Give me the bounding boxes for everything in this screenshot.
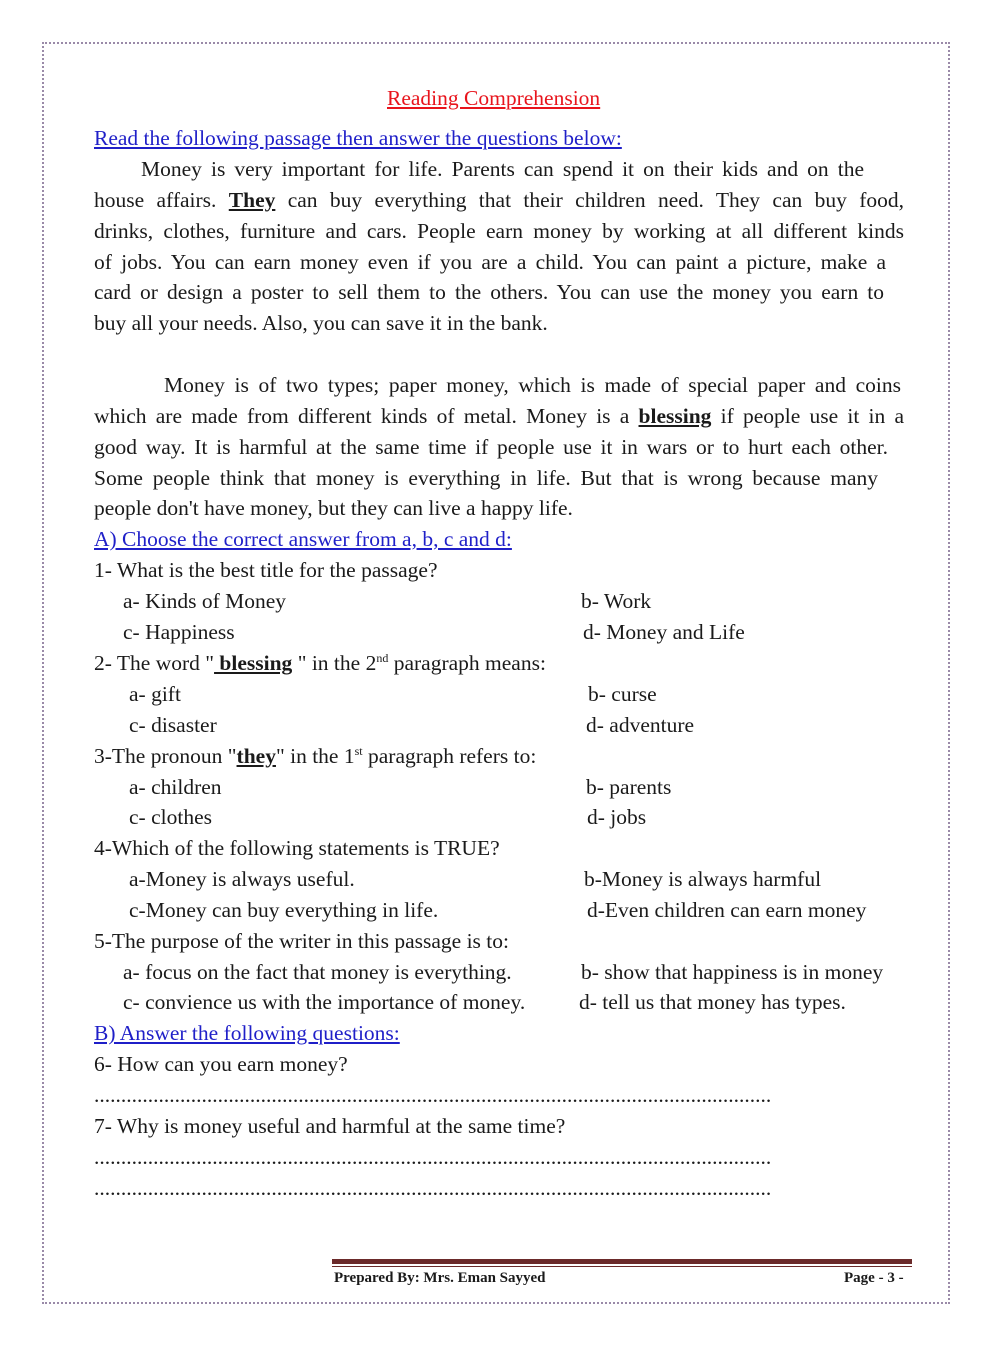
option-3c[interactable]: c- clothes bbox=[129, 805, 212, 829]
question-3: 3-The pronoun "they" in the 1st paragraph refers to: bbox=[94, 743, 537, 768]
passage-line: drinks, clothes, furniture and cars. People earn money by working at all different kinds bbox=[94, 219, 904, 243]
option-4d[interactable]: d-Even children can earn money bbox=[587, 898, 867, 922]
option-3d[interactable]: d- jobs bbox=[587, 805, 647, 829]
highlighted-word: blessing bbox=[638, 404, 712, 428]
option-5d[interactable]: d- tell us that money has types. bbox=[579, 990, 846, 1014]
footer-rule bbox=[332, 1259, 912, 1264]
footer-rule-thin bbox=[332, 1266, 912, 1267]
option-3b[interactable]: b- parents bbox=[586, 775, 672, 799]
option-2c[interactable]: c- disaster bbox=[129, 713, 217, 737]
option-1d[interactable]: d- Money and Life bbox=[583, 620, 745, 644]
passage-line: of jobs. You can earn money even if you are a child. You can paint a picture, make a bbox=[94, 250, 886, 274]
answer-line-6[interactable]: .............................................................................................................................. bbox=[94, 1083, 772, 1107]
question-5: 5-The purpose of the writer in this passage is to: bbox=[94, 929, 509, 953]
answer-line-7a[interactable]: .............................................................................................................................. bbox=[94, 1145, 772, 1169]
option-2b[interactable]: b- curse bbox=[588, 682, 657, 706]
question-4: 4-Which of the following statements is TRUE? bbox=[94, 836, 500, 860]
footer-author: Prepared By: Mrs. Eman Sayyed bbox=[334, 1270, 546, 1286]
option-1c[interactable]: c- Happiness bbox=[123, 620, 235, 644]
option-4c[interactable]: c-Money can buy everything in life. bbox=[129, 898, 439, 922]
highlighted-word: They bbox=[228, 188, 276, 212]
option-2a[interactable]: a- gift bbox=[129, 682, 181, 706]
option-3a[interactable]: a- children bbox=[129, 775, 222, 799]
passage-line: buy all your needs. Also, you can save it in the bank. bbox=[94, 311, 548, 335]
passage-line: card or design a poster to sell them to the others. You can use the money you earn to bbox=[94, 280, 884, 304]
passage-line: Money is very important for life. Parents can spend it on their kids and on the bbox=[141, 157, 864, 181]
answer-line-7b[interactable]: .............................................................................................................................. bbox=[94, 1176, 772, 1200]
question-6: 6- How can you earn money? bbox=[94, 1052, 348, 1076]
passage-line: people don't have money, but they can live a happy life. bbox=[94, 496, 573, 520]
passage-line: Money is of two types; paper money, which is made of special paper and coins bbox=[164, 373, 901, 397]
instruction: Read the following passage then answer the questions below: bbox=[94, 126, 622, 150]
option-5a[interactable]: a- focus on the fact that money is everything. bbox=[123, 960, 512, 984]
footer-page-number: Page - 3 - bbox=[844, 1270, 904, 1286]
passage-line: Some people think that money is everything in life. But that is wrong because many bbox=[94, 466, 878, 490]
passage-line: good way. It is harmful at the same time if people use it in wars or to hurt each other. bbox=[94, 435, 888, 459]
question-1: 1- What is the best title for the passage? bbox=[94, 558, 438, 582]
question-7: 7- Why is money useful and harmful at the same time? bbox=[94, 1114, 566, 1138]
passage-line: house affairs. They can buy everything that their children need. They can buy food, bbox=[94, 188, 904, 212]
option-5c[interactable]: c- convience us with the importance of money. bbox=[123, 990, 526, 1014]
option-2d[interactable]: d- adventure bbox=[586, 713, 695, 737]
question-2: 2- The word " blessing " in the 2nd paragraph means: bbox=[94, 650, 546, 675]
section-b-heading: B) Answer the following questions: bbox=[94, 1021, 400, 1045]
option-4b[interactable]: b-Money is always harmful bbox=[584, 867, 822, 891]
page-title: Reading Comprehension bbox=[387, 86, 601, 110]
option-1b[interactable]: b- Work bbox=[581, 589, 652, 613]
section-a-heading: A) Choose the correct answer from a, b, c and d: bbox=[94, 527, 512, 551]
option-1a[interactable]: a- Kinds of Money bbox=[123, 589, 287, 613]
passage-line: which are made from different kinds of metal. Money is a blessing if people use it in a bbox=[94, 404, 904, 428]
option-5b[interactable]: b- show that happiness is in money bbox=[581, 960, 884, 984]
option-4a[interactable]: a-Money is always useful. bbox=[129, 867, 355, 891]
